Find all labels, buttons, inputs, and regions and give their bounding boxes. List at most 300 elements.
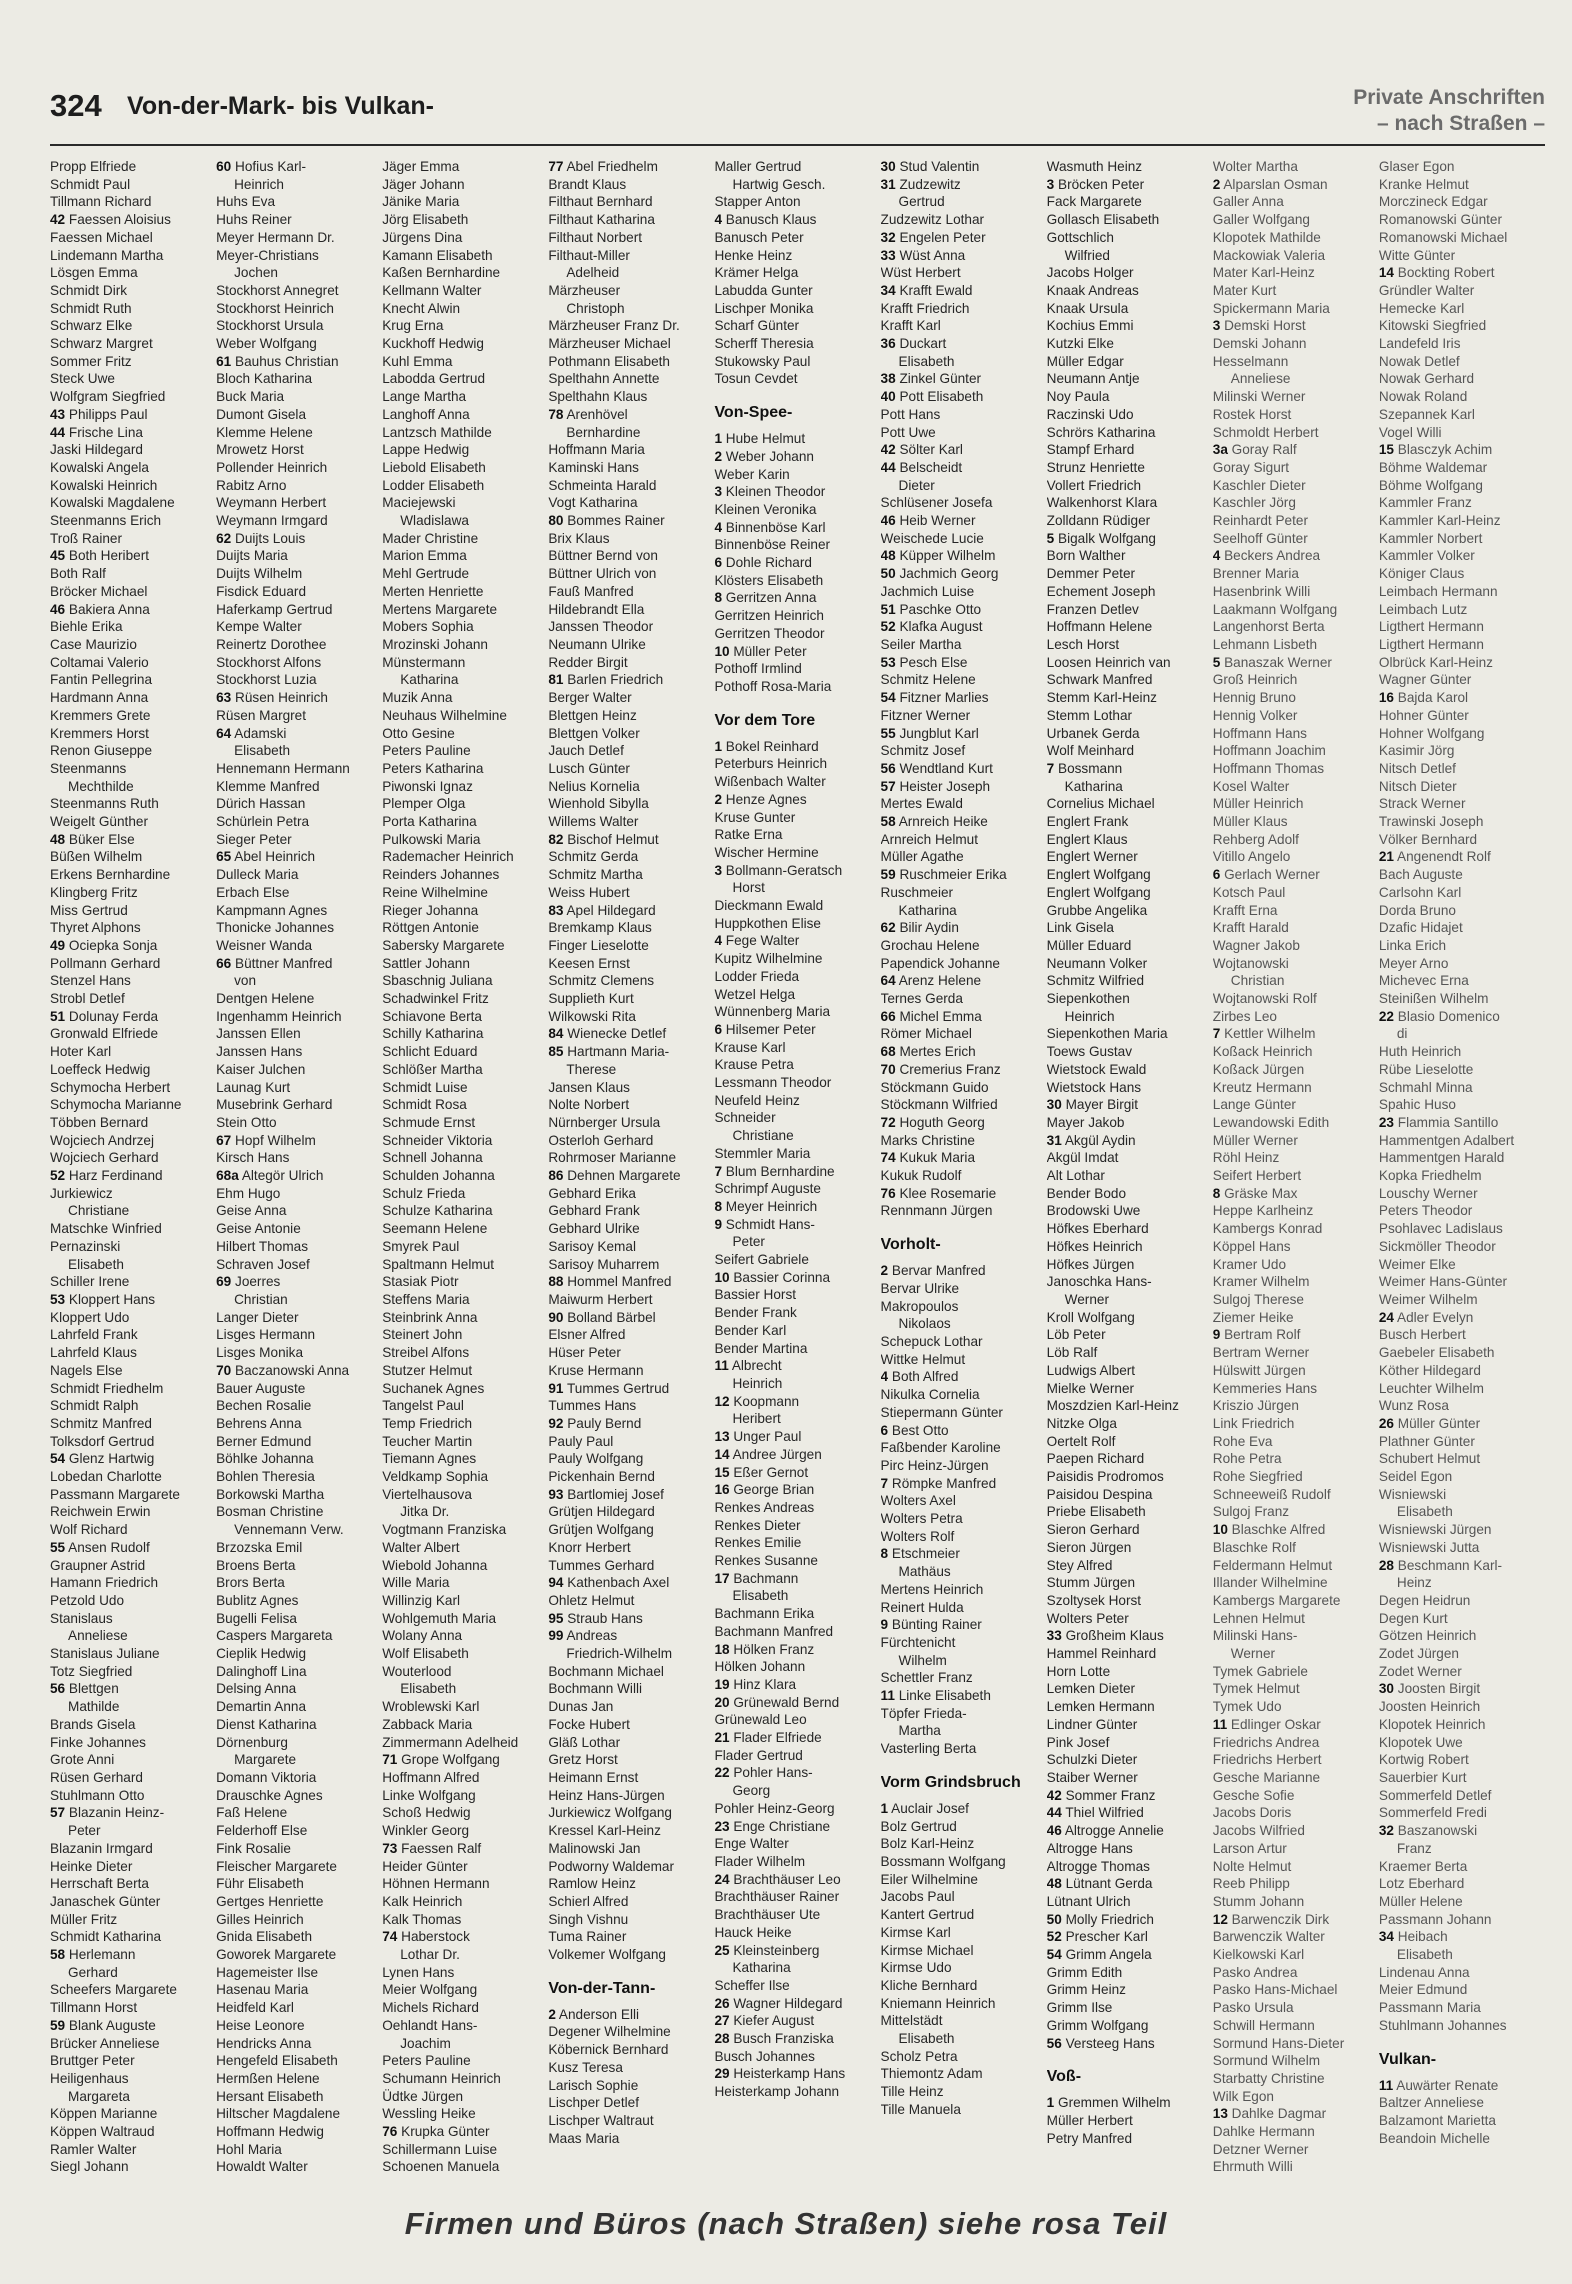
resident-entry <box>548 1468 712 1486</box>
resident-entry <box>1379 1362 1543 1380</box>
resident-entry <box>1047 1911 1211 1929</box>
house-number: 31 <box>880 176 896 192</box>
resident-name: Hermßen Helene <box>216 2070 320 2086</box>
house-number: 30 <box>880 159 896 174</box>
resident-name: Meyer Hermann Dr. <box>216 229 335 245</box>
resident-entry <box>548 547 712 565</box>
resident-entry <box>714 2083 878 2101</box>
resident-entry <box>881 1439 1045 1457</box>
resident-name: Neumann Ulrike <box>548 636 646 652</box>
resident-entry <box>1213 1362 1377 1380</box>
resident-entry <box>1379 2130 1543 2148</box>
resident-entry <box>1047 1574 1211 1592</box>
resident-entry <box>1047 512 1211 530</box>
resident-entry <box>216 1415 380 1433</box>
resident-entry <box>1213 1875 1377 1893</box>
resident-name: Hülswitt Jürgen <box>1212 1362 1306 1378</box>
resident-name: Kupitz Wilhelmine <box>714 951 823 967</box>
resident-name: Nolte Norbert <box>548 1097 630 1113</box>
resident-entry <box>714 660 878 678</box>
resident-entry <box>216 1716 380 1734</box>
resident-entry <box>1047 211 1211 229</box>
resident-entry <box>714 501 878 519</box>
resident-name: Krafft Erna <box>1212 902 1278 918</box>
resident-name: Tille Manuela <box>880 2101 961 2117</box>
resident-name: Altrogge Thomas <box>1046 1858 1150 1874</box>
resident-name: Böhme Wolfgang <box>1378 477 1483 493</box>
resident-entry <box>1379 1787 1543 1805</box>
resident-name: Hohner Wolfgang <box>1378 725 1485 741</box>
house-number: 64 <box>880 973 896 989</box>
resident-entry <box>548 884 712 902</box>
resident-entry <box>1047 1804 1211 1822</box>
resident-name: Wagner Jakob <box>1212 937 1300 953</box>
resident-name: Hoffmann Alfred <box>382 1769 480 1785</box>
resident-name: Best Otto <box>891 1422 949 1438</box>
resident-entry <box>1047 1769 1211 1787</box>
resident-entry <box>216 1981 380 1999</box>
resident-name: Schmitz Manfred <box>50 1415 152 1431</box>
house-number: 8 <box>714 1198 722 1214</box>
resident-name: Vitillo Angelo <box>1212 849 1291 865</box>
resident-name: Büker Else <box>68 831 135 847</box>
resident-name: Wißenbach Walter <box>714 774 826 790</box>
resident-name: Willems Walter <box>548 814 639 830</box>
resident-name: Kambergs Konrad <box>1212 1221 1323 1237</box>
resident-name: Sabersky Margarete <box>382 937 505 953</box>
resident-name: Passmann Johann <box>1378 1911 1492 1927</box>
resident-name: Broens Berta <box>216 1557 296 1573</box>
resident-entry <box>50 1804 214 1822</box>
resident-entry <box>714 483 878 501</box>
resident-name: Lischper Waltraut <box>548 2112 654 2128</box>
resident-entry <box>548 2006 712 2024</box>
house-number: 3 <box>714 862 722 878</box>
resident-name: Kalk Heinrich <box>382 1893 463 1909</box>
resident-name: Altrogge Hans <box>1046 1840 1133 1856</box>
resident-name: Janoschka Hans- <box>1046 1274 1152 1290</box>
resident-entry <box>1213 406 1377 424</box>
resident-entry <box>50 1238 214 1256</box>
house-number: 16 <box>1378 690 1394 706</box>
resident-name: Lodder Frieda <box>714 968 800 984</box>
resident-name: Wilhelm <box>898 1652 947 1668</box>
resident-entry <box>382 1114 546 1132</box>
house-number: 12 <box>714 1393 730 1409</box>
resident-entry <box>1379 1132 1543 1150</box>
resident-entry <box>50 1008 214 1026</box>
resident-name: Hartwig Gesch. <box>732 176 826 192</box>
resident-entry <box>548 441 712 459</box>
resident-name: Elisabeth <box>68 1256 124 1272</box>
resident-entry <box>216 1380 380 1398</box>
house-number: 84 <box>548 1026 564 1042</box>
resident-name: Philipps Paul <box>68 406 148 422</box>
resident-name: Renkes Susanne <box>714 1553 818 1569</box>
resident-entry <box>50 1132 214 1150</box>
entry-continuation <box>382 1680 546 1698</box>
resident-name: Schwark Manfred <box>1046 672 1153 688</box>
resident-name: Ligthert Hermann <box>1378 619 1484 635</box>
resident-name: Bauer Auguste <box>216 1380 306 1396</box>
resident-name: Podworny Waldemar <box>548 1858 674 1874</box>
resident-entry <box>881 211 1045 229</box>
resident-entry <box>50 1503 214 1521</box>
resident-entry <box>50 406 214 424</box>
resident-entry <box>50 2017 214 2035</box>
resident-entry <box>881 707 1045 725</box>
directory-column <box>714 158 878 2188</box>
resident-name: Schlicht Eduard <box>382 1044 478 1060</box>
resident-entry <box>50 211 214 229</box>
resident-entry <box>714 317 878 335</box>
resident-name: Wilkowski Rita <box>548 1008 636 1024</box>
resident-entry <box>1213 1964 1377 1982</box>
resident-name: Schwill Hermann <box>1212 2017 1315 2033</box>
resident-name: Demmer Peter <box>1046 566 1136 582</box>
house-number: 99 <box>548 1628 564 1644</box>
house-number: 53 <box>50 1292 66 1307</box>
resident-entry <box>714 193 878 211</box>
resident-entry <box>1047 760 1211 778</box>
resident-entry <box>216 2017 380 2035</box>
house-number: 28 <box>1378 1557 1394 1573</box>
resident-entry <box>881 1995 1045 2013</box>
resident-entry <box>881 1492 1045 1510</box>
resident-name: Sommer Franz <box>1065 1787 1156 1803</box>
resident-name: Morczineck Edgar <box>1378 194 1488 210</box>
resident-entry <box>1213 2035 1377 2053</box>
resident-name: Paisidou Despina <box>1046 1486 1153 1502</box>
resident-entry <box>1047 494 1211 512</box>
house-number: 14 <box>714 1446 730 1462</box>
resident-name: Kukuk Maria <box>899 1150 976 1166</box>
entry-continuation <box>714 1587 878 1605</box>
resident-name: Redder Birgit <box>548 654 628 670</box>
resident-entry <box>548 1344 712 1362</box>
house-number: 80 <box>548 513 564 529</box>
resident-entry <box>382 618 546 636</box>
resident-name: Fleischer Margarete <box>216 1858 337 1874</box>
resident-name: Balzamont Marietta <box>1378 2112 1496 2128</box>
resident-name: Müller Werner <box>1212 1132 1298 1148</box>
resident-name: Gretz Horst <box>548 1752 618 1768</box>
resident-entry <box>714 915 878 933</box>
resident-name: Vogtmann Franziska <box>382 1522 507 1538</box>
house-number: 9 <box>714 1216 722 1232</box>
resident-entry <box>50 866 214 884</box>
resident-name: Janssen Theodor <box>548 619 654 635</box>
resident-name: Linke Elisabeth <box>898 1688 991 1704</box>
resident-name: Schmidt Rosa <box>382 1097 467 1113</box>
resident-entry <box>1213 530 1377 548</box>
resident-entry <box>548 725 712 743</box>
resident-name: Hohl Maria <box>216 2141 282 2157</box>
resident-entry <box>1379 902 1543 920</box>
resident-name: Stuhlmann Johannes <box>1378 2017 1507 2033</box>
resident-entry <box>1379 1769 1543 1787</box>
resident-name: Lewandowski Edith <box>1212 1114 1330 1130</box>
resident-name: Wetzel Helga <box>714 986 796 1002</box>
house-number: 10 <box>714 1269 730 1285</box>
resident-name: Zimmermann Adelheid <box>382 1734 519 1750</box>
resident-name: Link Friedrich <box>1212 1415 1295 1431</box>
house-number: 5 <box>1046 530 1055 546</box>
resident-name: Kellmann Walter <box>382 282 482 298</box>
resident-name: Wolf Meinhard <box>1046 743 1135 759</box>
resident-name: Wille Maria <box>382 1575 450 1591</box>
resident-name: Kliche Bernhard <box>880 1977 978 1993</box>
resident-name: Heidfeld Karl <box>216 2000 294 2016</box>
resident-entry <box>714 158 878 176</box>
resident-entry <box>216 689 380 707</box>
resident-entry <box>1379 1804 1543 1822</box>
resident-entry <box>881 459 1045 477</box>
resident-entry <box>1047 1202 1211 1220</box>
resident-name: Wilfried <box>1064 247 1110 263</box>
resident-entry <box>1047 866 1211 884</box>
resident-name: Röttgen Antonie <box>382 920 479 936</box>
resident-name: Krämer Helga <box>714 265 799 281</box>
resident-entry <box>382 1043 546 1061</box>
resident-name: Grimm Angela <box>1065 1947 1152 1963</box>
resident-name: Abel Heinrich <box>234 849 316 865</box>
house-number: 40 <box>880 389 896 405</box>
resident-name: Fitzner Marlies <box>899 690 989 706</box>
house-number: 76 <box>382 2124 398 2140</box>
house-number: 32 <box>1378 1823 1394 1839</box>
resident-entry <box>548 459 712 477</box>
resident-entry <box>1379 176 1543 194</box>
resident-name: Duijts Wilhelm <box>216 566 303 582</box>
resident-name: Bilir Aydin <box>899 920 959 936</box>
resident-entry <box>1047 158 1211 176</box>
resident-entry <box>216 990 380 1008</box>
entry-continuation <box>548 300 712 318</box>
resident-name: Ehrmuth Willi <box>1212 2159 1293 2175</box>
resident-entry <box>1213 1680 1377 1698</box>
resident-entry <box>1213 2052 1377 2070</box>
house-number: 44 <box>50 424 66 440</box>
resident-entry <box>216 1787 380 1805</box>
resident-name: Passmann Maria <box>1378 2000 1481 2016</box>
resident-entry <box>714 1676 878 1694</box>
resident-name: Grünewald Bernd <box>733 1694 840 1710</box>
resident-name: Binnenböse Karl <box>725 519 826 535</box>
resident-name: Mathilde <box>68 1699 120 1715</box>
resident-entry <box>714 1021 878 1039</box>
house-number: 11 <box>714 1358 729 1374</box>
resident-entry <box>216 1610 380 1628</box>
resident-entry <box>50 388 214 406</box>
resident-name: Müller Herbert <box>1046 2112 1133 2128</box>
resident-entry <box>1213 1893 1377 1911</box>
resident-entry <box>1379 1185 1543 1203</box>
resident-name: Stumm Jürgen <box>1046 1575 1136 1591</box>
resident-name: Zinkel Günter <box>899 371 982 387</box>
resident-entry <box>1213 707 1377 725</box>
resident-entry <box>382 547 546 565</box>
resident-entry <box>1213 353 1377 371</box>
resident-name: Müller Günter <box>1397 1415 1481 1431</box>
resident-entry <box>216 760 380 778</box>
house-number: 1 <box>714 738 722 754</box>
resident-name: Bervar Manfred <box>891 1263 986 1279</box>
resident-entry <box>50 884 214 902</box>
resident-entry <box>714 1605 878 1623</box>
resident-name: Klafka August <box>899 619 983 635</box>
resident-name: Kochius Emmi <box>1046 318 1134 334</box>
resident-name: Dorda Bruno <box>1378 902 1456 918</box>
resident-name: Nürnberger Ursula <box>548 1114 661 1130</box>
resident-name: Michel Emma <box>899 1008 982 1024</box>
resident-entry <box>1379 512 1543 530</box>
entry-continuation <box>881 902 1045 920</box>
resident-entry <box>1213 654 1377 672</box>
resident-entry <box>548 1256 712 1274</box>
resident-entry <box>1047 2035 1211 2053</box>
resident-entry <box>548 1114 712 1132</box>
resident-entry <box>216 866 380 884</box>
resident-entry <box>1213 1503 1377 1521</box>
resident-entry <box>1047 1840 1211 1858</box>
resident-entry <box>881 1149 1045 1167</box>
resident-name: Launag Kurt <box>216 1079 291 1095</box>
resident-entry <box>714 1109 878 1127</box>
resident-name: Adelheid <box>566 265 620 281</box>
resident-name: Horst <box>732 880 765 896</box>
resident-entry <box>382 1698 546 1716</box>
resident-name: Vogel Willi <box>1378 424 1442 440</box>
resident-name: Miss Gertrud <box>50 902 128 918</box>
resident-name: Stanislaus <box>50 1610 113 1626</box>
directory-column <box>1213 158 1377 2188</box>
resident-name: Maller Gertrud <box>714 159 802 174</box>
resident-name: Passmann Margarete <box>50 1486 180 1502</box>
resident-name: Peters Pauline <box>382 2053 471 2069</box>
resident-entry <box>382 1380 546 1398</box>
house-number: 36 <box>880 336 896 352</box>
resident-name: Finger Lieselotte <box>548 937 649 953</box>
resident-entry <box>714 1145 878 1163</box>
resident-name: Mackowiak Valeria <box>1212 247 1326 263</box>
resident-name: Kirmse Karl <box>880 1924 951 1940</box>
resident-entry <box>714 1729 878 1747</box>
resident-name: Weischede Lucie <box>880 530 984 546</box>
resident-name: Peter <box>68 1823 101 1839</box>
resident-entry <box>50 654 214 672</box>
resident-entry <box>216 937 380 955</box>
resident-entry <box>714 1003 878 1021</box>
resident-entry <box>382 1521 546 1539</box>
resident-entry <box>548 1326 712 1344</box>
resident-name: Baltzer Anneliese <box>1378 2095 1484 2111</box>
house-number: 29 <box>714 2066 730 2082</box>
resident-entry <box>216 1167 380 1185</box>
resident-name: Milinski Werner <box>1212 389 1306 405</box>
street-heading: Vorholt- <box>880 1236 941 1254</box>
resident-entry <box>216 2070 380 2088</box>
resident-entry <box>50 2035 214 2053</box>
resident-name: Neufeld Heinz <box>714 1092 800 1108</box>
resident-entry <box>881 1599 1045 1617</box>
resident-entry <box>50 1716 214 1734</box>
resident-name: Brandt Klaus <box>548 176 627 192</box>
resident-name: Gilles Heinrich <box>216 1911 304 1927</box>
resident-entry <box>1213 778 1377 796</box>
resident-entry <box>1213 1025 1377 1043</box>
entry-continuation <box>881 1315 1045 1333</box>
entry-continuation <box>50 778 214 796</box>
resident-name: Nitsch Detlef <box>1378 760 1456 776</box>
resident-name: Bakiera Anna <box>68 601 150 617</box>
resident-entry <box>1047 1503 1211 1521</box>
resident-name: Maas Maria <box>548 2130 620 2146</box>
resident-entry <box>50 1858 214 1876</box>
resident-entry <box>382 335 546 353</box>
resident-name: Adler Evelyn <box>1397 1309 1474 1325</box>
resident-name: Pollmann Gerhard <box>50 955 161 971</box>
resident-entry <box>1047 2094 1211 2112</box>
resident-entry <box>216 1875 380 1893</box>
resident-name: Sieron Jürgen <box>1046 1539 1132 1555</box>
resident-entry <box>714 773 878 791</box>
resident-name: Weber Johann <box>725 448 814 464</box>
resident-entry <box>1379 1734 1543 1752</box>
resident-entry <box>881 247 1045 265</box>
resident-name: Dörnenburg <box>216 1734 288 1750</box>
house-number: 81 <box>548 672 564 688</box>
resident-name: Christian <box>234 1292 288 1307</box>
resident-name: Hiltscher Magdalene <box>216 2106 341 2122</box>
resident-name: Bajda Karol <box>1397 690 1469 706</box>
resident-entry <box>881 1404 1045 1422</box>
resident-entry <box>382 370 546 388</box>
entry-continuation <box>382 1503 546 1521</box>
resident-entry <box>1047 831 1211 849</box>
resident-entry <box>881 778 1045 796</box>
house-number: 62 <box>880 920 896 936</box>
resident-name: Scherff Theresia <box>714 336 814 352</box>
resident-name: Gräske Max <box>1224 1185 1298 1201</box>
resident-name: Klemme Helene <box>216 424 313 440</box>
resident-name: Bokel Reinhard <box>725 738 819 754</box>
resident-name: Focke Hubert <box>548 1716 630 1732</box>
resident-name: Wolany Anna <box>382 1628 463 1644</box>
resident-entry <box>382 317 546 335</box>
resident-entry <box>382 193 546 211</box>
resident-name: Stockhorst Ursula <box>216 318 324 334</box>
resident-name: Bender Martina <box>714 1340 808 1356</box>
resident-name: Jachmich Luise <box>880 583 975 599</box>
resident-entry <box>548 902 712 920</box>
resident-name: Faessen Ralf <box>401 1840 482 1856</box>
entry-continuation <box>714 1233 878 1251</box>
resident-entry <box>548 760 712 778</box>
resident-name: Büttner Manfred <box>235 955 333 971</box>
resident-entry <box>714 1818 878 1836</box>
resident-name: Siepenkothen Maria <box>1046 1026 1168 1042</box>
resident-entry <box>1379 601 1543 619</box>
resident-entry <box>50 2052 214 2070</box>
resident-name: Bolz Gertrud <box>880 1818 957 1834</box>
resident-entry <box>382 884 546 902</box>
resident-name: Feldermann Helmut <box>1212 1557 1333 1573</box>
resident-name: Brachthäuser Leo <box>733 1871 841 1887</box>
resident-entry <box>714 1074 878 1092</box>
resident-name: Beckers Andrea <box>1224 548 1321 564</box>
resident-entry <box>548 1415 712 1433</box>
